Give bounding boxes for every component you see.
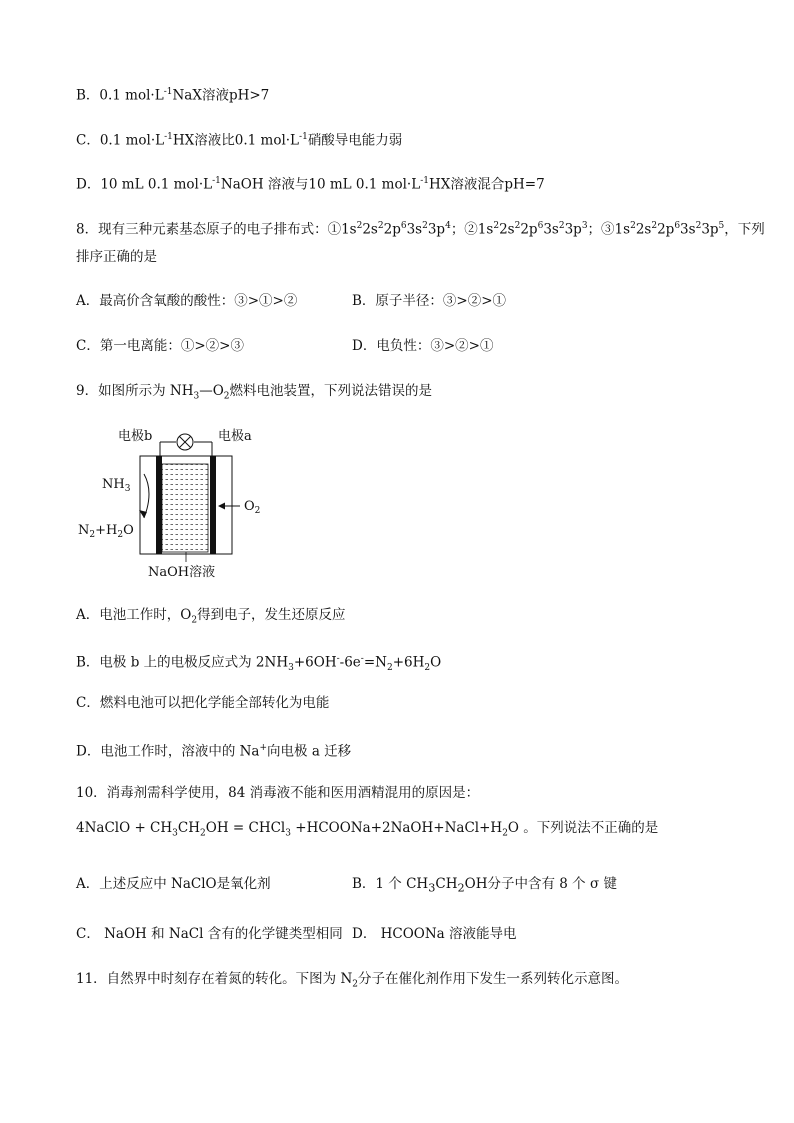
- q9-option-b: B．电极 b 上的电极反应式为 $2NH_3+6OH^--6e^-=N_2+6H_2O$: [76, 654, 442, 674]
- label-electrode-b: 电极b: [118, 429, 153, 444]
- q9-option-a: A．电池工作时，$O_2$得到电子，发生还原反应: [76, 607, 346, 626]
- q8-option-b: B．原子半径：③>②>①: [352, 293, 507, 309]
- q8-stem-line2: 排序正确的是: [76, 249, 157, 265]
- q10-stem: 10．消毒剂需科学使用，84 消毒液不能和医用酒精混用的原因是：: [76, 785, 480, 801]
- q8-option-d: D．电负性：③>②>①: [352, 338, 494, 354]
- nh3-flow-arrow: [144, 474, 149, 518]
- label-nh3: $NH_3$: [102, 477, 131, 494]
- label-electrode-a: 电极a: [218, 429, 252, 444]
- q7-option-d: D．10 mL 0.1 $mol\cdot L^{-1}NaOH$ 溶液与10 mL 0.1 $mol\cdot L^{-1}HX$溶液混合pH=7: [76, 176, 545, 193]
- q8-option-c: C．第一电离能：①>②>③: [76, 338, 244, 354]
- fuel-cell-diagram: [70, 422, 280, 582]
- q10-option-c: C． NaOH 和 NaCl 含有的化学键类型相同: [76, 926, 343, 942]
- q8-option-a: A．最高价含氧酸的酸性：③>①>②: [76, 293, 298, 309]
- label-products: $N_2+H_2O$: [78, 523, 134, 540]
- q9-option-c: C．燃料电池可以把化学能全部转化为电能: [76, 695, 330, 711]
- q7-option-c: C．0.1 $mol\cdot L^{-1}HX$溶液比0.1 $mol\cdot L^{-1}$硝酸导电能力弱: [76, 132, 403, 149]
- lamp-icon: [177, 434, 193, 450]
- label-electrolyte: NaOH溶液: [148, 565, 216, 580]
- q11-stem: 11．自然界中时刻存在着氮的转化。下图为 $N_2$分子在催化剂作用下发生一系列转化示意图。: [76, 971, 629, 990]
- o2-arrowhead: [218, 503, 225, 510]
- label-o2: $O_2$: [244, 499, 261, 516]
- q9-stem: 9．如图所示为 $NH_3—O_2$燃料电池装置，下列说法错误的是: [76, 383, 433, 402]
- q10-option-a: A．上述反应中 NaClO是氧化剂: [76, 876, 271, 892]
- q8-stem: 8．现有三种元素基态原子的电子排布式：$①1s^22s^22p^63s^23p^4$；$②1s^22s^22p^63s^23p^3$；$③1s^22s^22p^63s^23p^5$，下列: [76, 221, 765, 238]
- electrode-a: [210, 456, 216, 554]
- q10-equation: 4NaClO + $CH_3CH_2OH$ = CHCl$_3$ $+HCOONa+2NaOH+NaCl+H_2O$ 。下列说法不正确的是: [76, 820, 659, 839]
- q7-option-b: B．0.1 $mol\cdot L^{-1}NaX$溶液pH>7: [76, 87, 270, 104]
- electrode-b: [156, 456, 162, 554]
- q10-option-d: D． HCOONa 溶液能导电: [352, 926, 517, 942]
- q10-option-b: B．1 个 $CH_3CH_2OH$分子中含有 8 个 σ 键: [352, 876, 617, 895]
- q9-option-d: D．电池工作时，溶液中的 Na+向电极 a 迁移: [76, 743, 352, 760]
- electrolyte-region: [162, 464, 208, 552]
